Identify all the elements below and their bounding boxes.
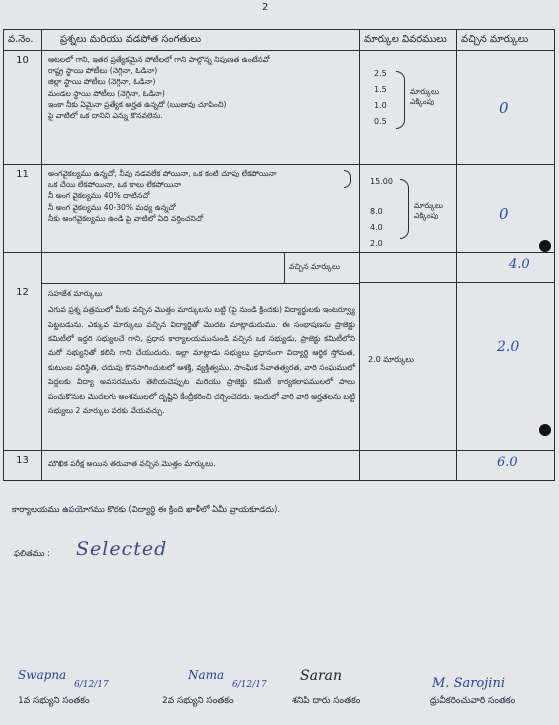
- table-header: [4, 30, 555, 51]
- table-row: [4, 165, 555, 253]
- score-cell: [457, 451, 555, 481]
- mark-value: 2.5: [374, 69, 387, 78]
- row-number: 13: [4, 451, 42, 481]
- subtotal-label: వచ్చిన మార్కులు: [289, 262, 341, 271]
- score-value: 0: [499, 205, 509, 223]
- row-13-text: మౌఖిక పరీక్ష అయిన తరువాత వచ్చిన మొత్తం మార్కులు.: [42, 451, 360, 481]
- question-line: అంగవైకల్యము ఉన్నచో, నీవు నడవలేక పోయినా, ఒక కంటి చూపు లేకపోయినా: [48, 169, 277, 178]
- row-12-text: [42, 253, 360, 451]
- result-label: ఫలితము :: [14, 548, 50, 558]
- question-line: మండల స్థాయి పోటీలు (నెగ్గినా, ఓడినా): [48, 88, 165, 98]
- row-number: 10: [4, 51, 42, 165]
- score-cell: [457, 165, 555, 253]
- question-line: జిల్లా స్థాయి పోటీలు (నెగ్గినా, ఓడినా): [48, 77, 156, 87]
- question-line: ఒక చేయి లేకపోయినా, ఒక కాలు లేకపోయినా: [48, 180, 182, 190]
- question-line: ఇంకా నీకు ఏమైనా ప్రత్యేక అర్హత ఉన్నదో (ఋజువు చూపించి): [48, 99, 227, 109]
- question-line: నీ అంగ వైకల్యము 40% దాటినచో: [48, 191, 150, 201]
- signature-1: Swapna: [18, 668, 67, 682]
- mark-value: 2.0: [370, 239, 383, 248]
- binder-hole-icon: [539, 240, 551, 252]
- signature-1-label: 1వ సభ్యుని సంతకం: [18, 696, 90, 706]
- mark-details: [360, 51, 457, 165]
- row-number: 11: [4, 165, 42, 253]
- mark-details: [360, 451, 457, 481]
- row-12-title: సహజేశ మార్కులు: [48, 289, 103, 298]
- mark-value: 0.5: [374, 117, 387, 126]
- question-line: నీకు అంగవైకల్యము ఉండి పై వాటిలో ఏది వర్తించనిచో: [48, 213, 204, 223]
- question-line: నీ అంగ వైకల్యము 40-30% మధ్య ఉన్నచో: [48, 202, 176, 212]
- score-value: 6.0: [497, 455, 518, 470]
- subtotal-row: [4, 253, 555, 283]
- subtotal-score-cell: [457, 253, 555, 283]
- mark-details: [360, 165, 457, 253]
- score-cell: [457, 51, 555, 165]
- header-marks-received: వచ్చిన మార్కులు: [457, 30, 555, 51]
- binder-hole-icon: [539, 424, 551, 436]
- subtotal-score: 4.0: [509, 257, 530, 272]
- signature-4-label: ధ్రువీకరించువారి సంతకం: [430, 696, 516, 706]
- row-12-paragraph: ఎగువ ప్రశ్న పత్రములో మీకు వచ్చిన మొత్తం మార్కులను బట్టి (పై నుండి క్రిందకు) విద్యార్థులకు ఇంటర్వ్యూ పెట్టబడును. ఎక్కువ మార్కులు వచ్చిన విద్యార్థితో మొదట మాట్లాడుదుము. ఈ సంభాషణను ప్రాజెక్టు కమిటీలో ఇద్దరి సభ్యులచే గాని, ప్రధాన కార్యాలయమునుండి వచ్చిన ఒక సభ్యుడు, ప్రాజెక్టు కమిటీలోని మరో సభ్యునితో కలిసి గాని చేయుదురు. ఇల్లా మాట్లాడు సభ్యులు ప్రధానంగా విద్యార్థి ఆర్థిక స్తోమత, కుటుంబ పరిస్థితి, చదువు కొనసాగించుటలో ఆశక్తి, వ్యక్తిత్వము, సాంఘిక సేవాతత్వరత, వారి సంఘములో పెద్దలకు విద్యా అవసరమును తెలియచెప్పుట మరియు ప్రాజెక్టు కమిటీ కార్యకలాపములలో పాలు పంచుకొనుట మొదలగు అంశములలో దృష్టిని కేంద్రీకరించి చర్చించెదరు. ఇందులో వారి వారి అర్హతలను బట్టి సభ్యులు 2 మార్కుల వరకు వేయవచ్చు.: [48, 305, 355, 416]
- marks-label: మార్కులు ఎక్కింపు: [410, 87, 440, 106]
- marks-label: మార్కులు ఎక్కింపు: [414, 201, 444, 220]
- header-serial: వ.నెం.: [4, 30, 42, 51]
- table-row: [4, 451, 555, 481]
- row-12-marks: 2.0 మార్కులు: [368, 355, 414, 364]
- signature-1-date: 6/12/17: [74, 680, 109, 690]
- signature-2-label: 2వ సభ్యుని సంతకం: [162, 696, 234, 706]
- signature-4: M. Sarojini: [432, 676, 505, 691]
- question-line: రాష్ట్ర స్థాయి పోటీలు (నెగ్గినా, ఓడినా): [48, 66, 158, 76]
- table-row: [4, 51, 555, 165]
- question-line: పై వాటిలో ఒక దానిని ఎన్ను కొనవలెను.: [48, 111, 163, 121]
- mark-value: 1.5: [374, 85, 387, 94]
- signature-2-date: 6/12/17: [232, 680, 267, 690]
- mark-details: [360, 283, 457, 451]
- question-text: [42, 165, 360, 253]
- mark-value: 1.0: [374, 101, 387, 110]
- mark-value: 15.00: [370, 177, 393, 186]
- marks-table: [3, 29, 555, 481]
- brace-icon: [400, 179, 409, 239]
- header-questions: ప్రశ్నలు మరియు వడపోత సంగతులు: [42, 30, 360, 51]
- question-line: ఆటలలో గాని, ఇతర ప్రత్యేకమైన పోటీలలో గాని పాల్గొన్న నిపుణత ఉంటేనవో: [48, 55, 270, 64]
- signature-3: Saran: [300, 668, 342, 684]
- question-text: [42, 51, 360, 165]
- score-value: 2.0: [497, 339, 520, 355]
- header-mark-details: మార్కుల వివరములు: [360, 30, 457, 51]
- signature-2: Nama: [188, 668, 225, 682]
- signature-3-label: శనిపి దారు సంతకం: [292, 696, 361, 706]
- mark-value: 8.0: [370, 207, 383, 216]
- page-number: 2: [262, 2, 269, 13]
- office-note: కార్యాలయము ఉపయోగము కొరకు (విద్యార్థి ఈ క్రింది ఖాళీలో ఏమీ వ్రాయకూడదు).: [12, 504, 281, 514]
- result-signature: Selected: [76, 538, 168, 560]
- score-value: 0: [499, 99, 509, 117]
- brace-icon: [396, 71, 405, 129]
- subtotal-empty-cell: [360, 253, 457, 283]
- row-number: 12: [4, 253, 42, 451]
- mark-value: 4.0: [370, 223, 383, 232]
